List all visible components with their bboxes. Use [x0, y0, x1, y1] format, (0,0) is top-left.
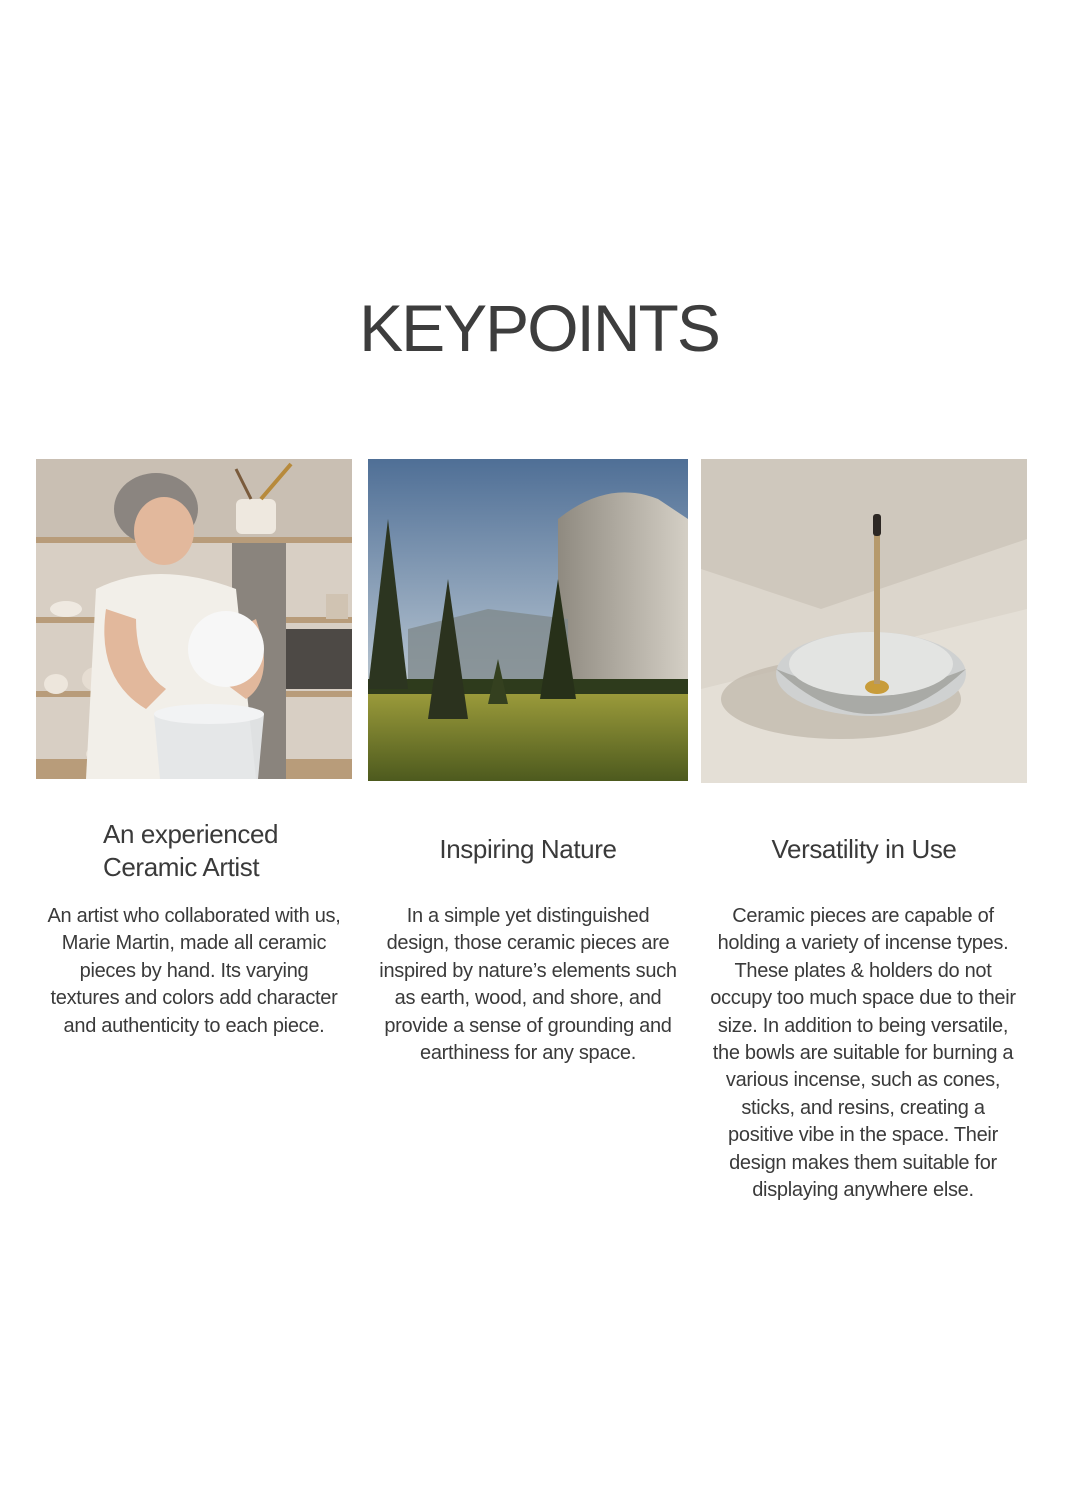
incense-bowl-photo: [701, 459, 1027, 783]
card-body-ceramic-artist: An artist who collaborated with us, Marie Martin, made all ceramic pieces by hand. Its varying textures and colors add character and authenticity to each piece.: [47, 905, 341, 1037]
card-body-versatility: Ceramic pieces are capable of holding a variety of incense types. These plates & holders do not occupy too much space due to their size. In addition to being versatile, the bowls are suitable for burning a various incense, such as cones, sticks, and resins, creating a positive vibe in the space. Their design makes them suitable for displaying anywhere else.: [710, 905, 1016, 1202]
nature-landscape-photo: [368, 459, 688, 781]
card-heading-inspiring-nature: Inspiring Nature: [439, 834, 617, 864]
card-heading-versatility: Versatility in Use: [771, 834, 957, 864]
ceramic-artist-photo: [36, 459, 352, 779]
page-title: KEYPOINTS: [359, 291, 719, 365]
card-body-inspiring-nature: In a simple yet distinguished design, those ceramic pieces are inspired by nature’s elements such as earth, wood, and shore, and provide a sense of grounding and earthiness for any space.: [379, 905, 677, 1065]
card-heading-ceramic-artist: An experienced Ceramic Artist: [103, 819, 279, 882]
